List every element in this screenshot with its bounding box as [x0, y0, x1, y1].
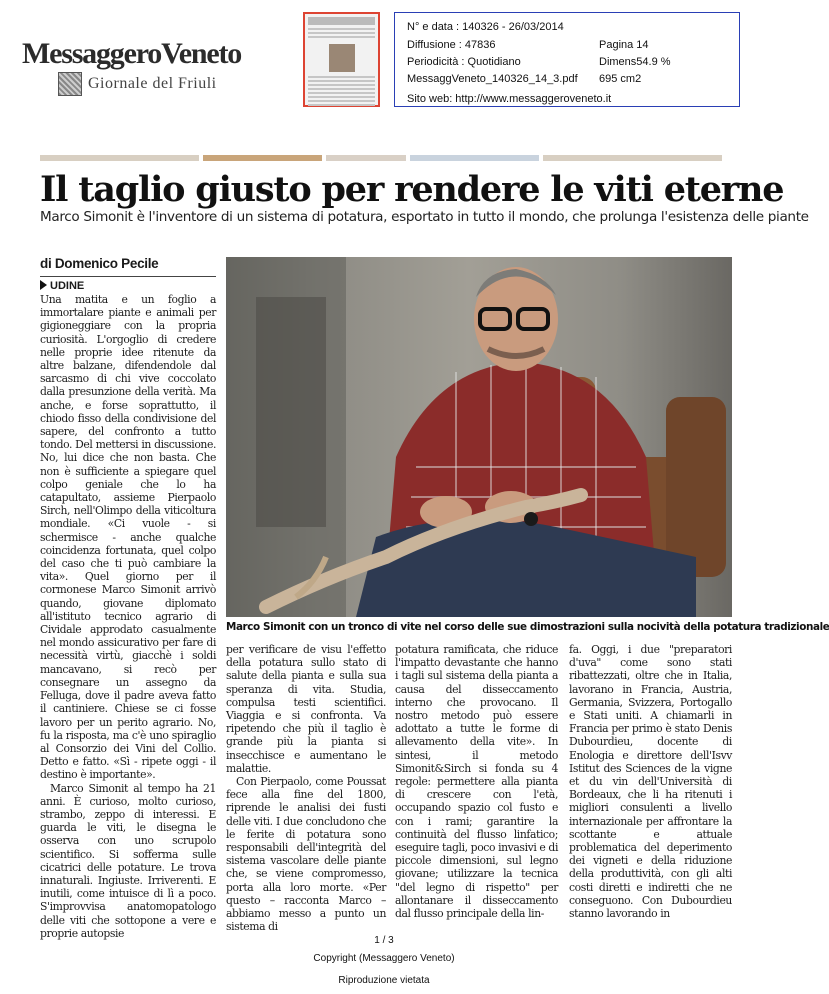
- article-column-2: [226, 643, 386, 933]
- location-label: UDINE: [50, 280, 85, 292]
- thumbnail-photo: [329, 44, 355, 72]
- col3-paragraph: potatura ramificata, che riduce l'impatto devastante che hanno i tagli sul sistema della pianta a causa del disseccamento interno che provocano. Il nostro metodo può essere adottato a tutte le forme di allevamento della vite». In sintesi, il metodo Simonit&Sirch si fonda su 4 regole: permettere alla pianta di crescere con l'età, occupando spazio col fusto e con i rami; garantire la continuità del flusso linfatico; eseguire tagli, poco invasivi e di piccole dimensioni, sul legno giovane; utilizzare la tecnica "del legno di rispetto" per allontanare il disseccamento dal flusso principale della lin-: [395, 643, 558, 921]
- footer-copyright: Copyright (Messaggero Veneto): [313, 953, 455, 964]
- footer-page-number: 1 / 3: [374, 935, 394, 946]
- footer-rights: Riproduzione vietata: [338, 975, 430, 986]
- article-column-4: [569, 643, 732, 920]
- article-column-3: [395, 643, 558, 920]
- info-pagina: Pagina 14: [599, 39, 649, 51]
- info-dimens: Dimens54.9 %: [599, 56, 671, 68]
- info-numero-data: N° e data : 140326 - 26/03/2014: [407, 21, 564, 33]
- masthead: [22, 38, 277, 96]
- col4-paragraph: fa. Oggi, i due "preparatori d'uva" come sono stati ribattezzati, oltre che in Italia, lavorano in Francia, Austria, Germania, Svizzera, Portogallo e Stati uniti. A chiamarli in Francia per primo è stato Denis Dubourdieu, docente di Enologia e direttore dell'Isvv Istitut des Sciences de la vigne et du vin dell'Università di Bordeaux, che li ha ritenuti i migliori consulenti a livello internazionale per affrontare la scottante e attuale problematica del deperimento dei vigneti e della riduzione della produttività, con gli alti costi diretti e indiretti che ne conseguono. Con Dubourdieu stanno lavorando in: [569, 643, 732, 921]
- press-info-box: [394, 12, 740, 107]
- masthead-seal-icon: [58, 72, 82, 96]
- masthead-title: MessaggeroVeneto: [22, 37, 242, 70]
- byline-divider: [40, 276, 216, 277]
- masthead-subtitle-row: [58, 72, 277, 96]
- article-column-1: [40, 293, 216, 940]
- col1-paragraph: Una matita e un foglio a immortalare piante e animali per gigioneggiare con la propria curiosità. L'orgoglio di credere nelle proprie idee ritenute da altre balzane, difendendole dal sarcasmo di chi vive coccolato dalla presunzione della verità. Ma anche, e forse soprattutto, il chiodo fisso della condivisione del sapere, del confronto a tutto tondo. Del mettersi in discussione. No, lui dice che non basta. Che non è sufficiente a spiegare quel colpo geniale che lo ha catapultato, assieme Pierpaolo Sirch, nell'Olimpo della viticoltura mondiale. «Ci vuole - si schermisce - anche qualche coincidenza fortunata, quel colpo del caso che ti può cambiare la vita». Quel giorno per il cormonese Marco Simonit arrivò quando, giovane diplomato all'istituto tecnico agrario di Cividale approdato casualmente nel mondo assicurativo per fare di necessità virtù, giacchè i soldi mancavano, si recò per consegnare un assegno da Felluga, dove il padre aveva fatto il cantiniere. Chiese se ci fosse lavoro per un perito agrario. No, fu la risposta, ma c'è uno spiraglio al Consorzio dei Vini del Collio. Detto e fatto. «Sì - ripete oggi - il destino è importante».: [40, 293, 216, 782]
- masthead-subtitle: Giornale del Friuli: [88, 75, 217, 92]
- info-periodicita: Periodicità : Quotidiano: [407, 56, 521, 68]
- article-location: [40, 280, 84, 292]
- page-thumbnail: [303, 12, 380, 107]
- info-diffusione: Diffusione : 47836: [407, 39, 496, 51]
- col2-paragraph: per verificare de visu l'effetto della potatura sullo stato di salute della pianta e sulla sua speranza di vita. Studia, compulsa testi scientifici. Viaggia e si confronta. Va ripetendo che più il taglio è grande più la pianta si insecchisce e aumentano le malattie.: [226, 643, 386, 775]
- photo-illustration: [226, 257, 732, 617]
- photo-caption: Marco Simonit con un tronco di vite nel corso delle sue dimostrazioni sulla nocività della potatura tradizionale: [226, 621, 829, 633]
- info-area: 695 cm2: [599, 73, 642, 85]
- col2-paragraph: Con Pierpaolo, come Poussat fece alla fine del 1800, riprende le analisi dei fusti delle viti. I due concludono che le ferite di potatura sono responsabili dell'integrità del sistema vascolare delle piante che, se viene compromesso, porta alla loro morte. «Per questo – racconta Marco – abbiamo messo a punto un sistema di: [226, 775, 386, 934]
- article-subhead: Marco Simonit è l'inventore di un sistema di potatura, esportato in tutto il mondo, che prolunga l'esistenza delle piante: [40, 209, 809, 225]
- clipping-top-strip: [40, 155, 722, 161]
- article-headline: Il taglio giusto per rendere le viti eterne: [40, 169, 784, 210]
- article-photo: [226, 257, 732, 617]
- article-byline: di Domenico Pecile: [40, 256, 159, 271]
- info-sito: Sito web: http://www.messaggeroveneto.it: [407, 93, 612, 105]
- col1-paragraph: Marco Simonit al tempo ha 21 anni. È curioso, molto curioso, strambo, zeppo di interessi. E guarda le viti, le disegna le osserva con uno scrupolo scientifico. Si sofferma sulle cicatrici delle potature. Le trova innaturali. Ingiuste. Irriverenti. E inutili, come intuisce di lì a poco. S'improvvisa anatomopatologo delle viti che sottopone a vere e proprie autopsie: [40, 781, 216, 940]
- info-file: MessaggVeneto_140326_14_3.pdf: [407, 73, 578, 85]
- location-triangle-icon: [40, 280, 47, 290]
